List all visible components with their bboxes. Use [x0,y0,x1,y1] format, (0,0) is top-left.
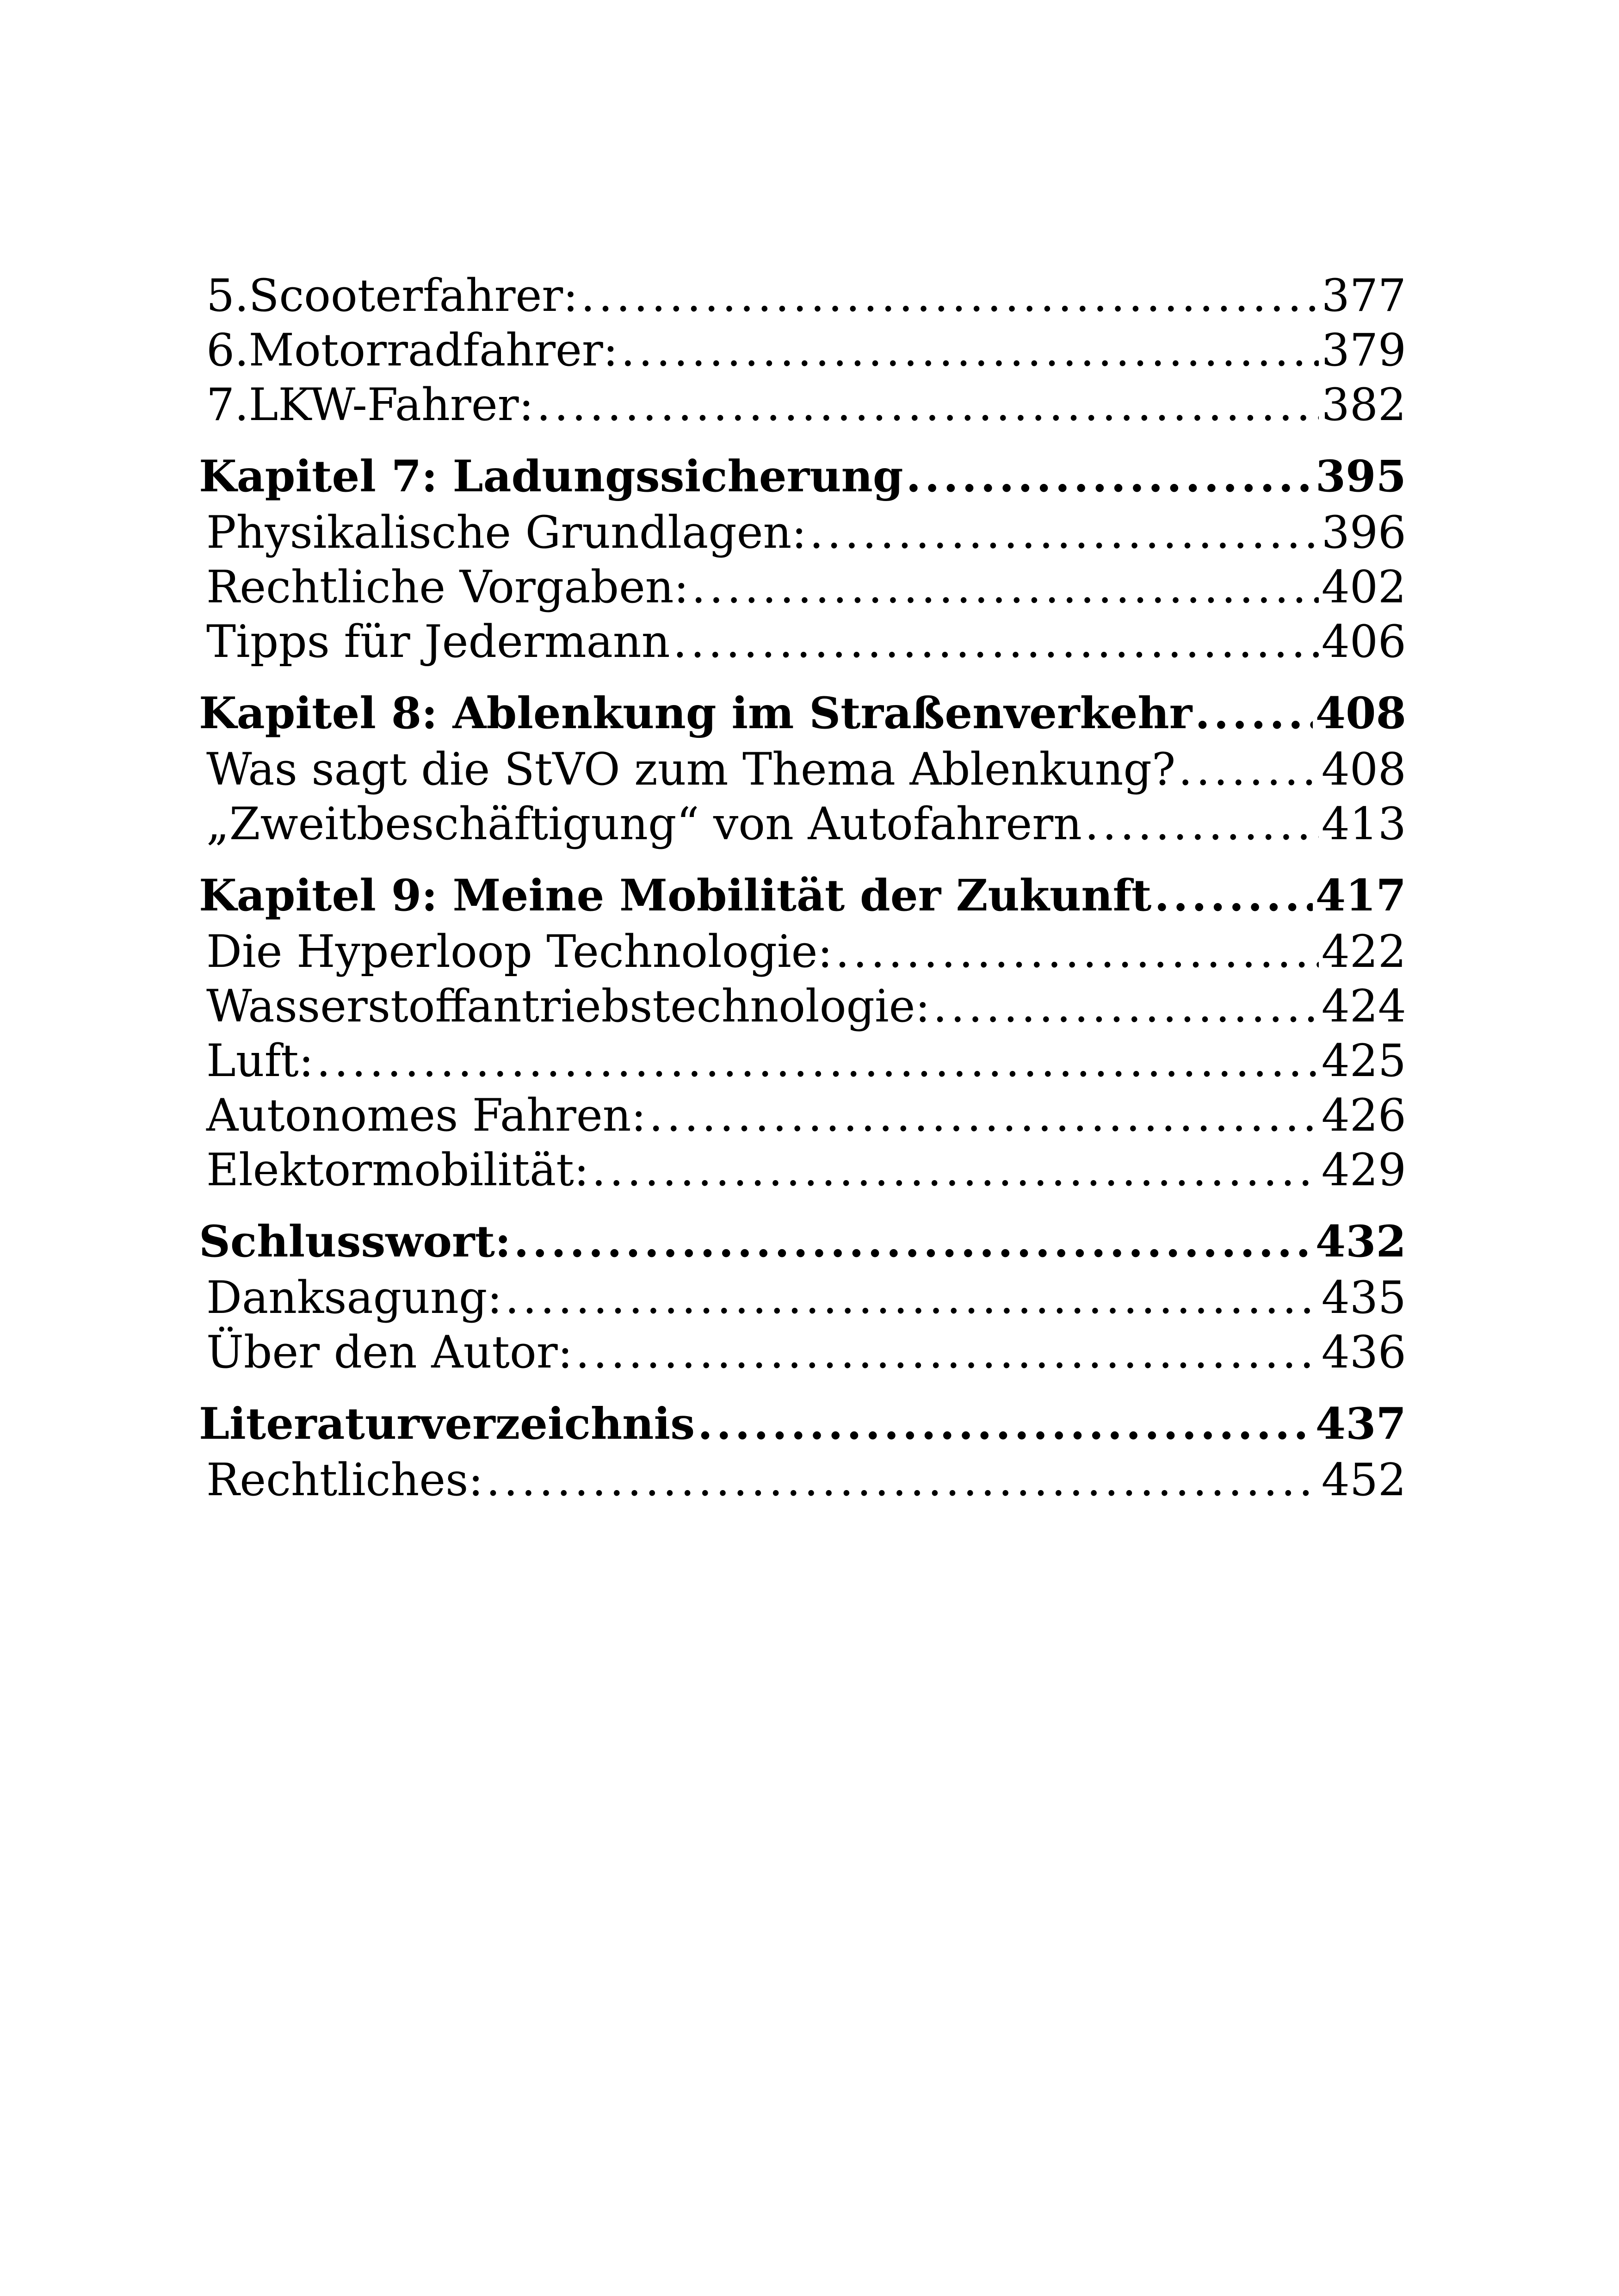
toc-chapter-heading [199,448,1406,505]
toc-entry [199,1088,1406,1143]
dot-leader [835,924,1319,979]
toc-entry [199,1270,1406,1325]
toc-entry [199,1453,1406,1507]
toc-entry-title: Rechtliches: [206,1454,483,1506]
toc-entry-title: „Zweitbeschäftigung“ von Autofahrern [206,798,1082,850]
toc-entry-title: Luft: [206,1035,314,1087]
toc-entry [199,1034,1406,1088]
toc-entry-page: 429 [1321,1144,1406,1196]
toc-entry [199,979,1406,1034]
toc-chapter-heading [199,685,1406,742]
dot-leader [537,378,1319,432]
toc-chapter-title: Schlusswort: [199,1216,511,1267]
toc-entry-page: 379 [1321,324,1406,376]
toc-chapter-title: Kapitel 8: Ablenkung im Straßenverkehr [199,688,1193,739]
dot-leader [575,1325,1319,1380]
toc-entry-page: 408 [1321,743,1406,795]
toc-entry [199,323,1406,378]
toc-entry-page: 452 [1321,1454,1406,1506]
dot-leader [514,1213,1313,1270]
toc-chapter-heading [199,1213,1406,1270]
toc-entry [199,924,1406,979]
toc-chapter-page: 437 [1315,1399,1406,1449]
toc-entry-title: Tipps für Jedermann [206,616,670,668]
toc-chapter-heading [199,867,1406,924]
toc-chapter-title: Kapitel 9: Meine Mobilität der Zukunft [199,870,1152,921]
toc-entry-title: Physikalische Grundlagen: [206,507,807,558]
dot-leader [486,1453,1319,1507]
toc-chapter-page: 432 [1315,1216,1406,1267]
toc-entry [199,505,1406,560]
toc-entry-page: 425 [1321,1035,1406,1087]
toc-entry [199,742,1406,797]
toc-entry-title: Über den Autor: [206,1326,573,1378]
toc-entry-page: 422 [1321,926,1406,978]
toc-chapter-page: 408 [1315,688,1406,739]
toc-entry-page: 396 [1321,507,1406,558]
toc-entry-title: 5.Scooterfahrer: [206,270,578,322]
toc-chapter-page: 417 [1315,870,1406,921]
dot-leader [1154,867,1312,924]
toc-chapter-heading [199,1395,1406,1453]
toc-entry-title: Autonomes Fahren: [206,1089,646,1141]
toc-entry-page: 402 [1321,561,1406,613]
toc-entry [199,560,1406,614]
toc-entry-page: 436 [1321,1326,1406,1378]
toc-chapter-title: Kapitel 7: Ladungssicherung [199,451,903,502]
dot-leader [810,505,1319,560]
dot-leader [906,448,1313,505]
dot-leader [1195,685,1313,742]
toc-entry-title: Rechtliche Vorgaben: [206,561,689,613]
toc-entry-title: Was sagt die StVO zum Thema Ablenkung? [206,743,1176,795]
toc-entry [199,614,1406,669]
toc-entry-title: Danksagung: [206,1272,502,1324]
toc-entry-title: Die Hyperloop Technologie: [206,926,833,978]
dot-leader [581,268,1319,323]
toc-entry-title: 6.Motorradfahrer: [206,324,618,376]
dot-leader [673,614,1319,669]
toc-entry-title: Elektormobilität: [206,1144,589,1196]
toc-entry-page: 406 [1321,616,1406,668]
toc-entry [199,268,1406,323]
toc-entry [199,378,1406,432]
dot-leader [592,1143,1319,1197]
toc-entry-title: Wasserstoffantriebstechnologie: [206,980,930,1032]
toc-entry-page: 435 [1321,1272,1406,1324]
toc-entry-page: 377 [1321,270,1406,322]
dot-leader [698,1395,1313,1453]
toc-entry [199,797,1406,851]
toc-entry [199,1143,1406,1197]
dot-leader [1178,742,1318,797]
toc-chapter-page: 395 [1315,451,1406,502]
toc-chapter-title: Literaturverzeichnis [199,1399,695,1449]
toc-entry-page: 424 [1321,980,1406,1032]
dot-leader [316,1034,1319,1088]
table-of-contents [199,268,1406,1507]
dot-leader [649,1088,1319,1143]
dot-leader [1085,797,1319,851]
toc-entry-title: 7.LKW-Fahrer: [206,379,534,431]
dot-leader [692,560,1319,614]
toc-entry-page: 426 [1321,1089,1406,1141]
dot-leader [621,323,1319,378]
dot-leader [505,1270,1319,1325]
dot-leader [933,979,1319,1034]
toc-entry-page: 382 [1321,379,1406,431]
toc-entry-page: 413 [1321,798,1406,850]
toc-entry [199,1325,1406,1380]
